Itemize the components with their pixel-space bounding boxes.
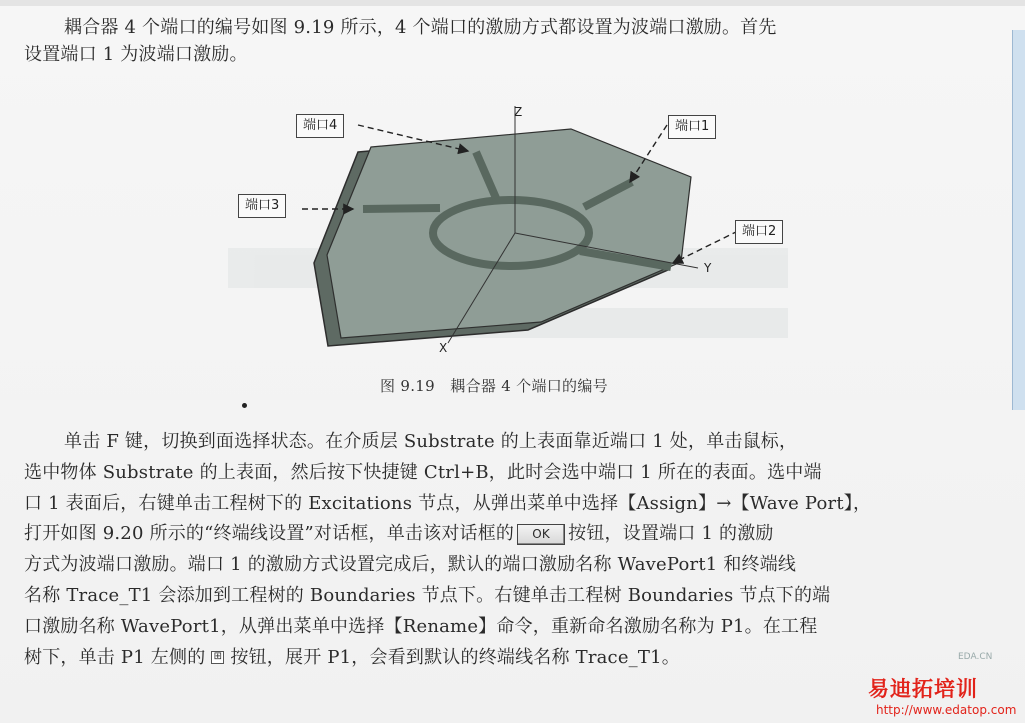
body-paragraph [24,427,1002,673]
body-line-8-before: 树下，单击 P1 左侧的 [24,646,206,668]
port1-label: 端口1 [668,115,716,139]
coupler-figure [228,98,788,373]
axis-z-label: Z [514,105,523,119]
body-line-6: 名称 Trace_T1 会添加到工程树的 Boundaries 节点下。右键单击工程树 Boundaries 节点下的端 [24,584,831,606]
body-line-1: 单击 F 键，切换到面选择状态。在介质层 Substrate 的上表面靠近端口 1 处，单击鼠标， [64,431,798,452]
bullet-dot [242,403,247,408]
body-line-3: 口 1 表面后，右键单击工程树下的 Excitations 节点，从弹出菜单中选择【Assign】→【Wave Port】， [24,492,872,514]
vertical-scrollbar[interactable] [1012,30,1025,410]
watermark-small: EDA.CN [958,652,993,662]
body-line-8-after: 按钮，展开 P1，会看到默认的终端线名称 Trace_T1。 [230,646,680,668]
expand-button: ⊞ [211,651,224,664]
body-line-5: 方式为波端口激励。端口 1 的激励方式设置完成后，默认的端口激励名称 WavePort1 和终端线 [24,554,797,576]
watermark-brand: 易迪拓培训 [868,677,978,701]
intro-line-2: 设置端口 1 为波端口激励。 [24,44,248,65]
intro-paragraph [24,14,1002,68]
body-line-7: 口激励名称 WavePort1，从弹出菜单中选择【Rename】命令，重新命名激励名称为 P1。在工程 [24,615,818,637]
axis-x-label: X [439,341,448,355]
intro-line-1: 耦合器 4 个端口的编号如图 9.19 所示，4 个端口的激励方式都设置为波端口激励。首先 [64,17,777,38]
body-line-4-before: 打开如图 9.20 所示的“终端线设置”对话框，单击该对话框的 [24,523,515,545]
watermark-url: http://www.edatop.com [876,703,1017,717]
figure-caption: 图 9.19 耦合器 4 个端口的编号 [380,377,608,395]
body-line-2: 选中物体 Substrate 的上表面，然后按下快捷键 Ctrl+B，此时会选中端口 1 所在的表面。选中端 [24,461,822,483]
body-line-8 [24,643,1002,674]
port3-label: 端口3 [238,194,286,218]
port4-label: 端口4 [296,114,344,138]
port2-label: 端口2 [735,220,783,244]
ok-button: OK [517,524,565,545]
substrate-top [327,129,691,338]
trace-port3 [363,208,440,209]
body-line-4-after: 按钮，设置端口 1 的激励 [568,523,774,545]
axis-y-label: Y [704,261,712,275]
body-line-4 [24,519,1002,550]
top-edge [0,0,1025,6]
coupler-diagram [228,98,788,373]
